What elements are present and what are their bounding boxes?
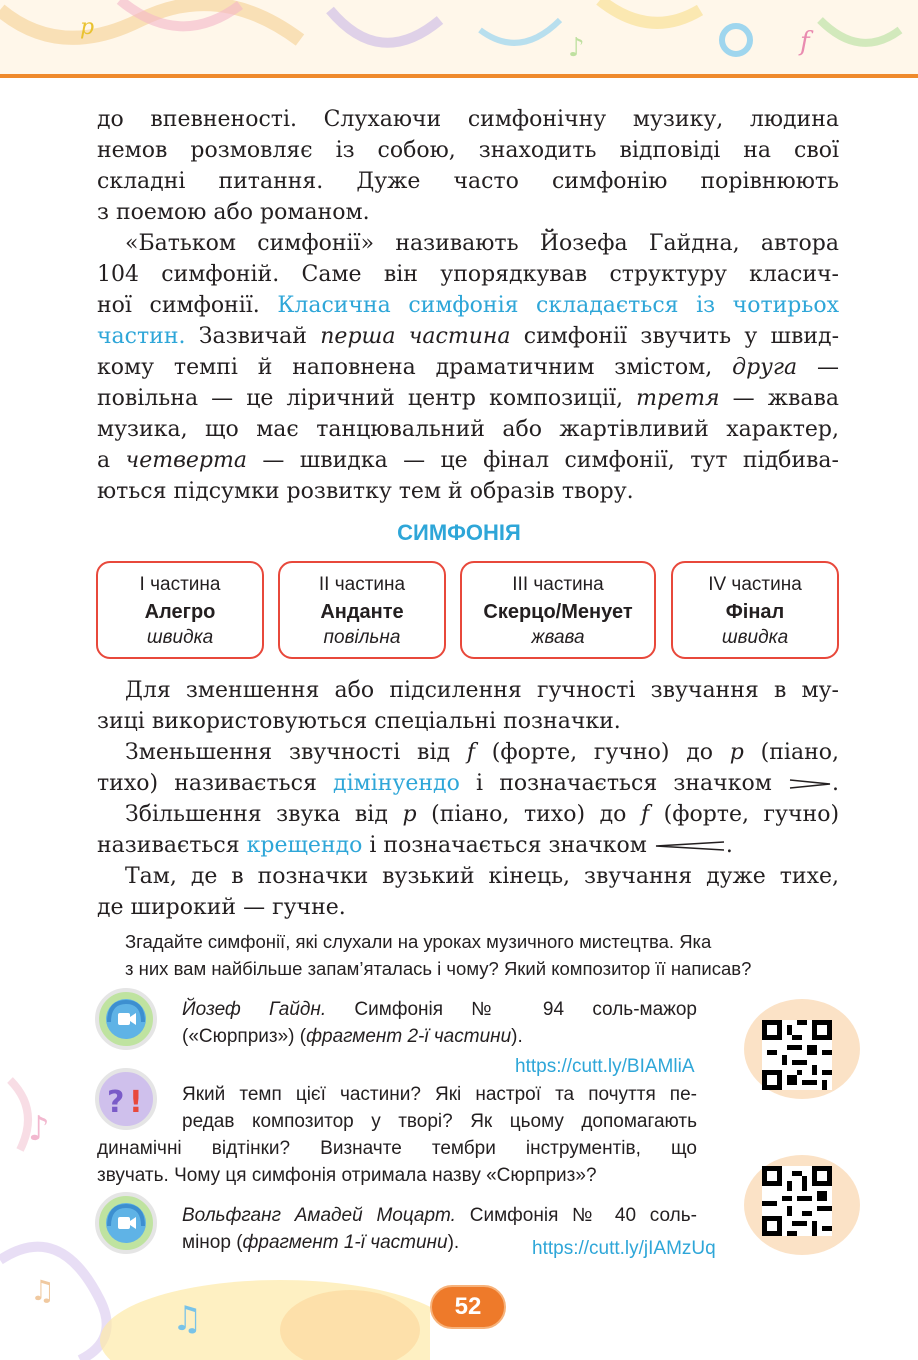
svg-text:♫: ♫ <box>30 1274 56 1307</box>
top-rule <box>0 74 918 78</box>
text-line: частин. Зазвичай перша частина симфонії звучить у швид- <box>97 324 840 349</box>
text-line: де широкий — гучне. <box>97 895 346 920</box>
text-line: повільна — це ліричний центр композиції, третя — жвава <box>97 386 839 411</box>
svg-text:♪: ♪ <box>28 1109 50 1149</box>
text-line: ються підсумки розвитку тем й образів твору. <box>97 479 634 504</box>
task-block <box>97 1081 697 1189</box>
text-line: називається крещендо і позначається значком . <box>97 833 733 858</box>
composer-name: Йозеф Гайдн. <box>182 999 327 1020</box>
text-line: «Батьком симфонії» називають Йозефа Гайдна, автора <box>125 231 839 256</box>
qr-code-icon[interactable] <box>762 1166 832 1236</box>
symphony-part-card <box>96 561 264 659</box>
crescendo-sign-icon <box>654 833 726 858</box>
part-name: Скерцо/Менует <box>483 601 633 623</box>
task-line: звучать. Чому ця симфонія отримала назву «Сюрприз»? <box>97 1165 597 1186</box>
question-block <box>125 928 839 982</box>
text-line: з поемою або романом. <box>97 200 370 225</box>
text-line: а четверта — швидка — це фінал симфонії, тут підбива- <box>97 448 839 473</box>
video-headphones-icon <box>95 1192 157 1254</box>
qr-code-icon[interactable] <box>762 1020 832 1090</box>
svg-text:♫: ♫ <box>172 1299 203 1339</box>
diminuendo-sign-icon: . <box>788 771 839 796</box>
symphony-part-card <box>460 561 656 659</box>
task-line: динамічні відтінки? Визначте тембри інструментів, що <box>97 1138 697 1159</box>
page-number: 52 <box>430 1285 506 1329</box>
listening-item-1: Йозеф Гайдн. Симфонія № 94 соль-мажор («Сюрприз») (фрагмент 2-ї частини). <box>182 999 697 1047</box>
svg-text:?: ? <box>107 1085 125 1120</box>
text-line: Збільшення звука від p (піано, тихо) до f (форте, гучно) <box>125 802 840 827</box>
part-name: Анданте <box>320 601 404 623</box>
part-name: Алегро <box>144 601 216 623</box>
dynamics-paragraphs <box>97 675 839 923</box>
part-tempo: повільна <box>323 627 401 648</box>
symphony-part-card <box>671 561 839 659</box>
video-headphones-icon <box>95 988 157 1050</box>
text-line: до впевненості. Слухаючи симфонічну музику, людина <box>97 107 839 132</box>
text-line: ної симфонії. Класична симфонія складається із чотирьох <box>97 293 840 318</box>
svg-text:!: ! <box>129 1085 143 1120</box>
main-paragraphs <box>97 104 839 507</box>
text-line: кому темпі й наповнена драматичним змістом, друга — <box>97 355 840 380</box>
text-line: музика, що має танцювальний або жартівливий характер, <box>97 417 839 442</box>
part-number: ІІ частина <box>318 574 406 595</box>
text-line: зиці використовуються спеціальні позначки. <box>97 709 621 734</box>
crescendo-term: крещендо <box>246 833 363 858</box>
part-number: ІІІ частина <box>512 574 604 595</box>
listening-item-2: Вольфганг Амадей Моцарт. Симфонія № 40 соль- мінор (фрагмент 1-ї частини). <box>182 1205 697 1253</box>
section-title: СИМФОНІЯ <box>397 520 521 545</box>
svg-text:p: p <box>80 15 95 40</box>
part-number: IV частина <box>708 574 802 595</box>
link-url[interactable]: https://cutt.ly/jIAMzUq <box>532 1238 716 1259</box>
diminuendo-term: дімінуендо <box>333 771 460 796</box>
svg-text:f: f <box>800 27 810 57</box>
text-line: тихо) називається дімінуендо і позначається значком . <box>97 771 839 796</box>
text-line: Зменьшення звучності від f (форте, гучно) до p (піано, <box>125 740 839 765</box>
text-line: немов розмовляє із собою, знаходить відповіді на свої <box>97 138 839 163</box>
link-url[interactable]: https://cutt.ly/BIAMliA <box>515 1056 695 1077</box>
task-line: Який темп цієї частини? Які настрої та почуття пе- <box>182 1084 697 1105</box>
svg-text:♪: ♪ <box>568 33 585 63</box>
composer-name: Вольфганг Амадей Моцарт. <box>182 1205 456 1226</box>
top-decoration <box>0 0 918 78</box>
part-tempo: швидка <box>146 627 214 648</box>
text-line: Там, де в позначки вузький кінець, звучання дуже тихе, <box>125 864 839 889</box>
task-line: редав композитор у творі? Як цьому допомагають <box>182 1111 697 1132</box>
symphony-part-card <box>278 561 446 659</box>
part-tempo: жвава <box>531 627 585 648</box>
text-line: Для зменшення або підсилення гучності звучання в му- <box>125 678 839 703</box>
text-line: 104 симфоній. Саме він упорядкував структуру класич- <box>97 262 839 287</box>
part-number: І частина <box>139 574 221 595</box>
key-phrase: Класична симфонія складається із чотирьох <box>277 293 840 318</box>
text-line: складні питання. Дуже часто симфонію порівнюють <box>97 169 839 194</box>
part-tempo: швидка <box>721 627 789 648</box>
part-name: Фінал <box>725 601 785 623</box>
question-line: з них вам найбільше запам’яталась і чому? Який композитор її написав? <box>125 958 752 979</box>
question-line: Згадайте симфонії, які слухали на уроках музичного мистецтва. Яка <box>125 931 712 952</box>
